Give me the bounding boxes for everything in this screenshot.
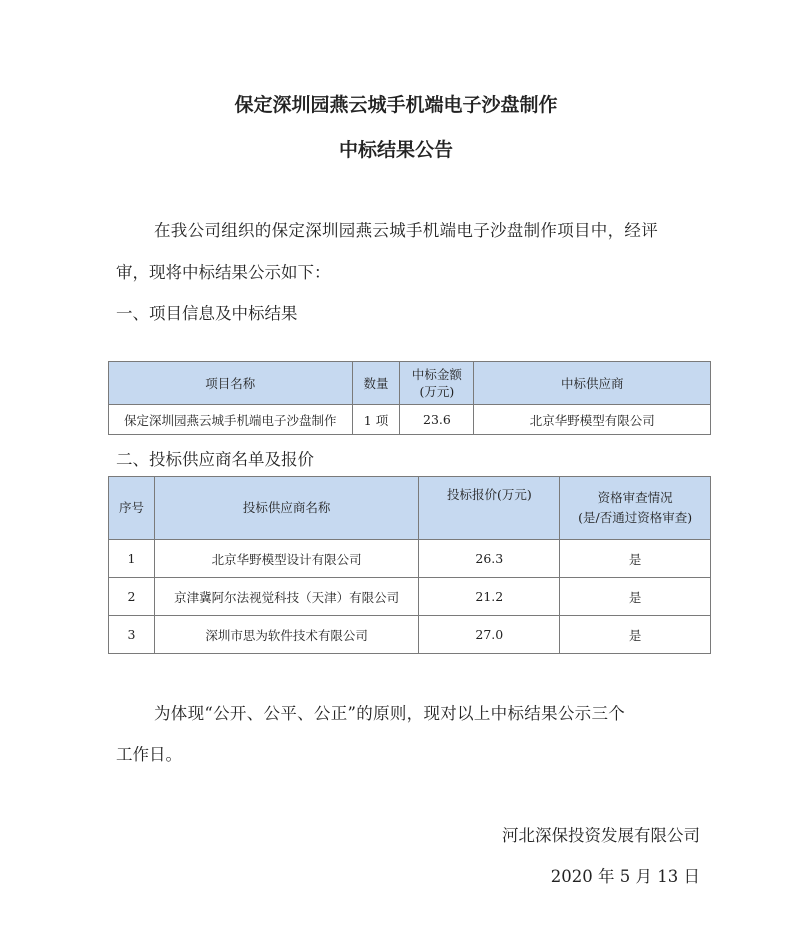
cell-bidder-name: 北京华野模型设计有限公司 — [154, 540, 419, 578]
document-title: 保定深圳园燕云城手机端电子沙盘制作 — [234, 94, 558, 116]
header-bid-price: 投标报价(万元) — [419, 477, 560, 540]
header-project-name: 项目名称 — [109, 362, 353, 405]
closing-paragraph-line-1: 为体现“公开、公平、公正”的原则，现对以上中标结果公示三个 — [154, 704, 626, 723]
table-row — [109, 616, 711, 654]
header-serial-no: 序号 — [109, 477, 155, 540]
table-header-row — [109, 362, 711, 405]
cell-winning-supplier: 北京华野模型有限公司 — [474, 405, 711, 435]
intro-paragraph-line-2: 审，现将中标结果公示如下： — [116, 263, 331, 282]
cell-quantity: 1 项 — [352, 405, 400, 435]
cell-bidder-name: 京津冀阿尔法视觉科技（天津）有限公司 — [154, 578, 419, 616]
document-subtitle: 中标结果公告 — [338, 139, 453, 161]
header-quantity: 数量 — [352, 362, 400, 405]
table-header-row — [109, 477, 711, 540]
award-result-table — [108, 361, 711, 435]
section-2-heading: 二、投标供应商名单及报价 — [116, 450, 314, 469]
cell-bid-price: 27.0 — [419, 616, 560, 654]
cell-serial-no: 3 — [109, 616, 155, 654]
signature-company: 河北深保投资发展有限公司 — [502, 826, 700, 845]
cell-bid-price: 26.3 — [419, 540, 560, 578]
intro-paragraph-line-1: 在我公司组织的保定深圳园燕云城手机端电子沙盘制作项目中，经评 — [154, 221, 658, 240]
header-bidder-name: 投标供应商名称 — [154, 477, 419, 540]
closing-paragraph-line-2: 工作日。 — [116, 745, 182, 764]
header-qualification — [560, 477, 711, 540]
section-1-heading: 一、项目信息及中标结果 — [116, 304, 298, 323]
cell-qualified: 是 — [560, 616, 711, 654]
header-amount-line-1: 中标金额 — [411, 367, 462, 382]
header-qualification-line-1: 资格审查情况 — [597, 490, 673, 505]
cell-serial-no: 1 — [109, 540, 155, 578]
header-winning-supplier: 中标供应商 — [474, 362, 711, 405]
cell-project-name: 保定深圳园燕云城手机端电子沙盘制作 — [109, 405, 353, 435]
cell-qualified: 是 — [560, 578, 711, 616]
table-row — [109, 405, 711, 435]
cell-bid-price: 21.2 — [419, 578, 560, 616]
cell-serial-no: 2 — [109, 578, 155, 616]
table-row — [109, 540, 711, 578]
cell-amount: 23.6 — [400, 405, 474, 435]
cell-qualified: 是 — [560, 540, 711, 578]
header-qualification-line-2: (是/否通过资格审查) — [578, 510, 693, 525]
table-row — [109, 578, 711, 616]
cell-bidder-name: 深圳市思为软件技术有限公司 — [154, 616, 419, 654]
bidder-list-table — [108, 476, 711, 654]
header-amount — [400, 362, 474, 405]
header-amount-line-2: (万元) — [419, 384, 455, 399]
signature-date: 2020 年 5 月 13 日 — [550, 867, 700, 886]
